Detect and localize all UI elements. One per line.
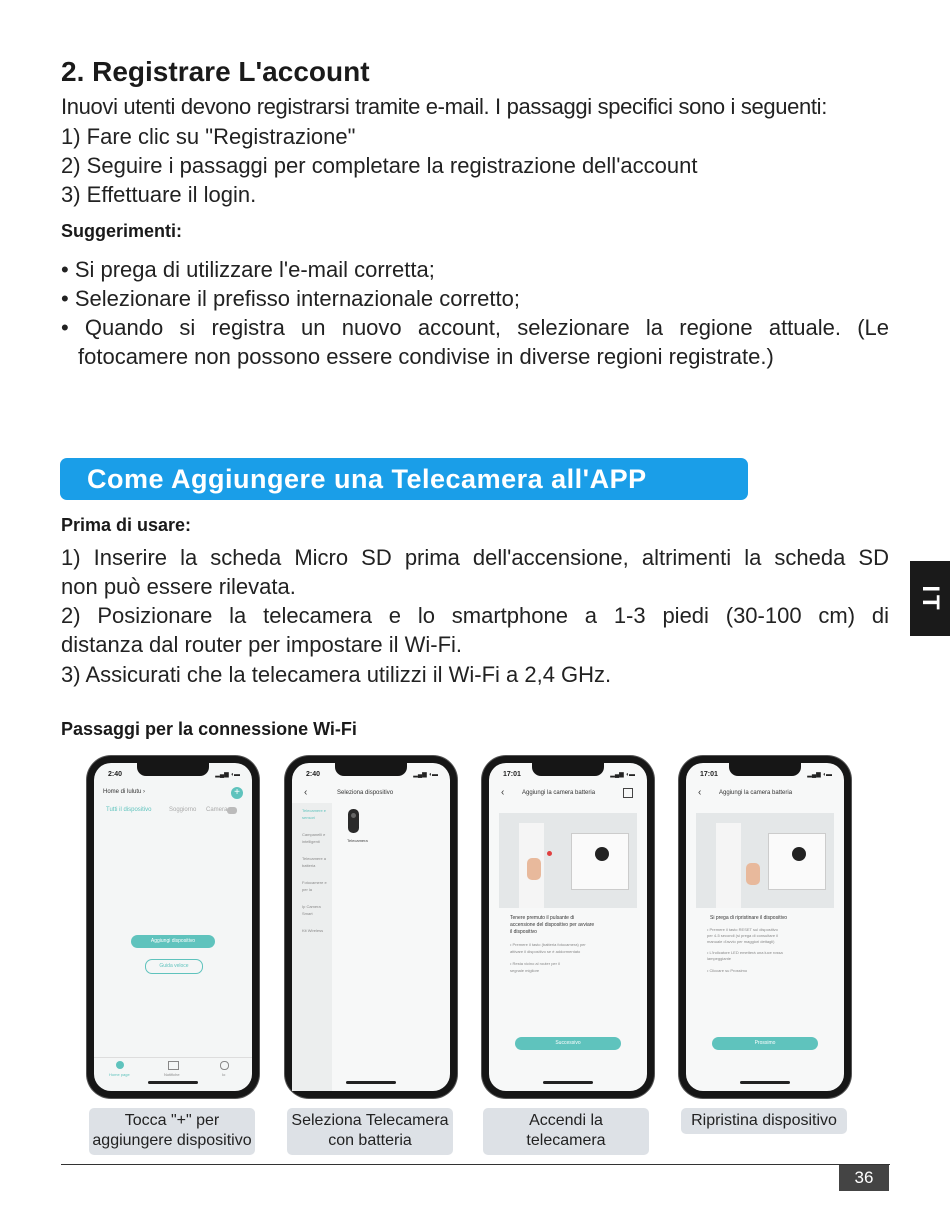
back-icon[interactable]: ‹ bbox=[304, 787, 308, 798]
quick-guide-button[interactable]: Guida veloce bbox=[145, 959, 203, 974]
before-use-line-3: 3) Assicurati che la telecamera utilizzi il Wi-Fi a 2,4 GHz. bbox=[61, 662, 612, 687]
before-use-line-1b: non può essere rilevata. bbox=[61, 574, 296, 599]
category-item[interactable]: Telecamere e sensori bbox=[302, 808, 327, 820]
select-device-header: Seleziona dispositivo bbox=[337, 790, 394, 796]
section-banner: Come Aggiungere una Telecamera all'APP bbox=[60, 458, 748, 500]
step-3: 3) Effettuare il login. bbox=[61, 182, 257, 207]
tip-3: • Quando si registra un nuovo account, selezionare la regione attuale. (Le bbox=[61, 315, 889, 340]
language-tab: IT bbox=[910, 561, 950, 636]
battery-camera-icon[interactable] bbox=[348, 809, 359, 833]
category-item[interactable]: Fotocamere e per la bbox=[302, 880, 327, 892]
tabs-menu-icon[interactable] bbox=[227, 807, 237, 814]
caption-step-4: Ripristina dispositivo bbox=[681, 1108, 847, 1134]
tab-room[interactable]: Camera bbox=[206, 807, 228, 813]
reset-illustration bbox=[696, 813, 834, 908]
device-label[interactable]: Telecamera bbox=[347, 838, 368, 843]
step-1: 1) Fare clic su "Registrazione" bbox=[61, 124, 356, 149]
power-on-illustration bbox=[499, 813, 637, 908]
tip-3-continued: fotocamere non possono essere condivise in diverse regioni registrate.) bbox=[78, 344, 774, 369]
footer-rule bbox=[61, 1164, 890, 1165]
next-button[interactable]: Prossimo bbox=[712, 1037, 818, 1050]
profile-nav-icon[interactable] bbox=[220, 1061, 229, 1070]
back-icon[interactable]: ‹ bbox=[698, 787, 702, 798]
add-camera-header: Aggiungi la camera batteria bbox=[719, 790, 793, 796]
back-icon[interactable]: ‹ bbox=[501, 787, 505, 798]
category-item[interactable]: Ip Camera Smart bbox=[302, 904, 321, 916]
home-nav-icon[interactable] bbox=[116, 1061, 124, 1069]
before-use-line-2b: distanza dal router per impostare il Wi-Fi. bbox=[61, 632, 463, 657]
next-button[interactable]: Successivo bbox=[515, 1037, 621, 1050]
category-item[interactable]: Campanelli e intelligenti bbox=[302, 832, 326, 844]
add-device-button[interactable]: Aggiungi dispositivo bbox=[131, 935, 215, 948]
phone-select-device: 2:40 ▂▄▆ ◖▬ ‹ Seleziona dispositivo Telecamere e sensori Campanelli e intelligenti Telecamere a batteria Fotocamere e per la Ip Camera Smart Kit Wireless Telecamera bbox=[285, 756, 457, 1098]
home-header: Home di lulutu › bbox=[103, 789, 146, 795]
before-use-line-2: 2) Posizionare la telecamera e lo smartphone a 1-3 piedi (30-100 cm) di bbox=[61, 603, 889, 628]
tab-all[interactable]: Tutti il dispositivo bbox=[106, 807, 152, 813]
step-2: 2) Seguire i passaggi per completare la registrazione dell'account bbox=[61, 153, 698, 178]
intro-text: Inuovi utenti devono registrarsi tramite e-mail. I passaggi specifici sono i seguenti: bbox=[61, 94, 827, 119]
caption-step-1: Tocca "+" per aggiungere dispositivo bbox=[89, 1108, 255, 1155]
tab-living[interactable]: Soggiorno bbox=[169, 807, 197, 813]
caption-step-2: Seleziona Telecamera con batteria bbox=[287, 1108, 453, 1155]
caption-step-3: Accendi la telecamera bbox=[483, 1108, 649, 1155]
qr-code-icon[interactable] bbox=[623, 788, 633, 798]
phone-reset-device: 17:01 ▂▄▆ ◖▬ ‹ Aggiungi la camera batteria Si prega di ripristinare il dispositivo • Premere il tasto RESET sul dispositivo per 4-5 secondi (si prega di consultare il manuale d'avvio per maggiori dettagli) • L'indicatore LED emetterà una luce rossa lampeggiante • Cliccare su Prossimo Prossimo bbox=[679, 756, 851, 1098]
before-use-line-1: 1) Inserire la scheda Micro SD prima dell'accensione, altrimenti la scheda SD bbox=[61, 545, 889, 570]
page-number: 36 bbox=[839, 1165, 889, 1191]
category-item[interactable]: Kit Wireless bbox=[302, 928, 324, 933]
category-item[interactable]: Telecamere a batteria bbox=[302, 856, 327, 868]
before-use-heading: Prima di usare: bbox=[61, 515, 192, 535]
tips-heading: Suggerimenti: bbox=[61, 221, 183, 241]
notifications-nav-icon[interactable] bbox=[168, 1061, 179, 1070]
phone-power-on: 17:01 ▂▄▆ ◖▬ ‹ Aggiungi la camera batteria Tenere premuto il pulsante di accensione del dispositivo per avviare il dispositivo • Premere il tasto (batteria fotocamera) per attivare il dispositivo se è addormentato • Resta vicino al router per il segnale migliore Successivo bbox=[482, 756, 654, 1098]
tip-2: • Selezionare il prefisso internazionale corretto; bbox=[61, 286, 520, 311]
section-title: 2. Registrare L'account bbox=[61, 56, 370, 87]
phone-home-screen: 2:40 ▂▄▆ ◖▬ Home di lulutu › + Tutti il dispositivo Soggiorno Camera Aggiungi dispositivo Guida veloce Home page Notifiche Io bbox=[87, 756, 259, 1098]
add-icon[interactable]: + bbox=[231, 787, 243, 799]
tip-1: • Si prega di utilizzare l'e-mail corretta; bbox=[61, 257, 435, 282]
wifi-steps-heading: Passaggi per la connessione Wi-Fi bbox=[61, 719, 357, 739]
add-camera-header: Aggiungi la camera batteria bbox=[522, 790, 596, 796]
